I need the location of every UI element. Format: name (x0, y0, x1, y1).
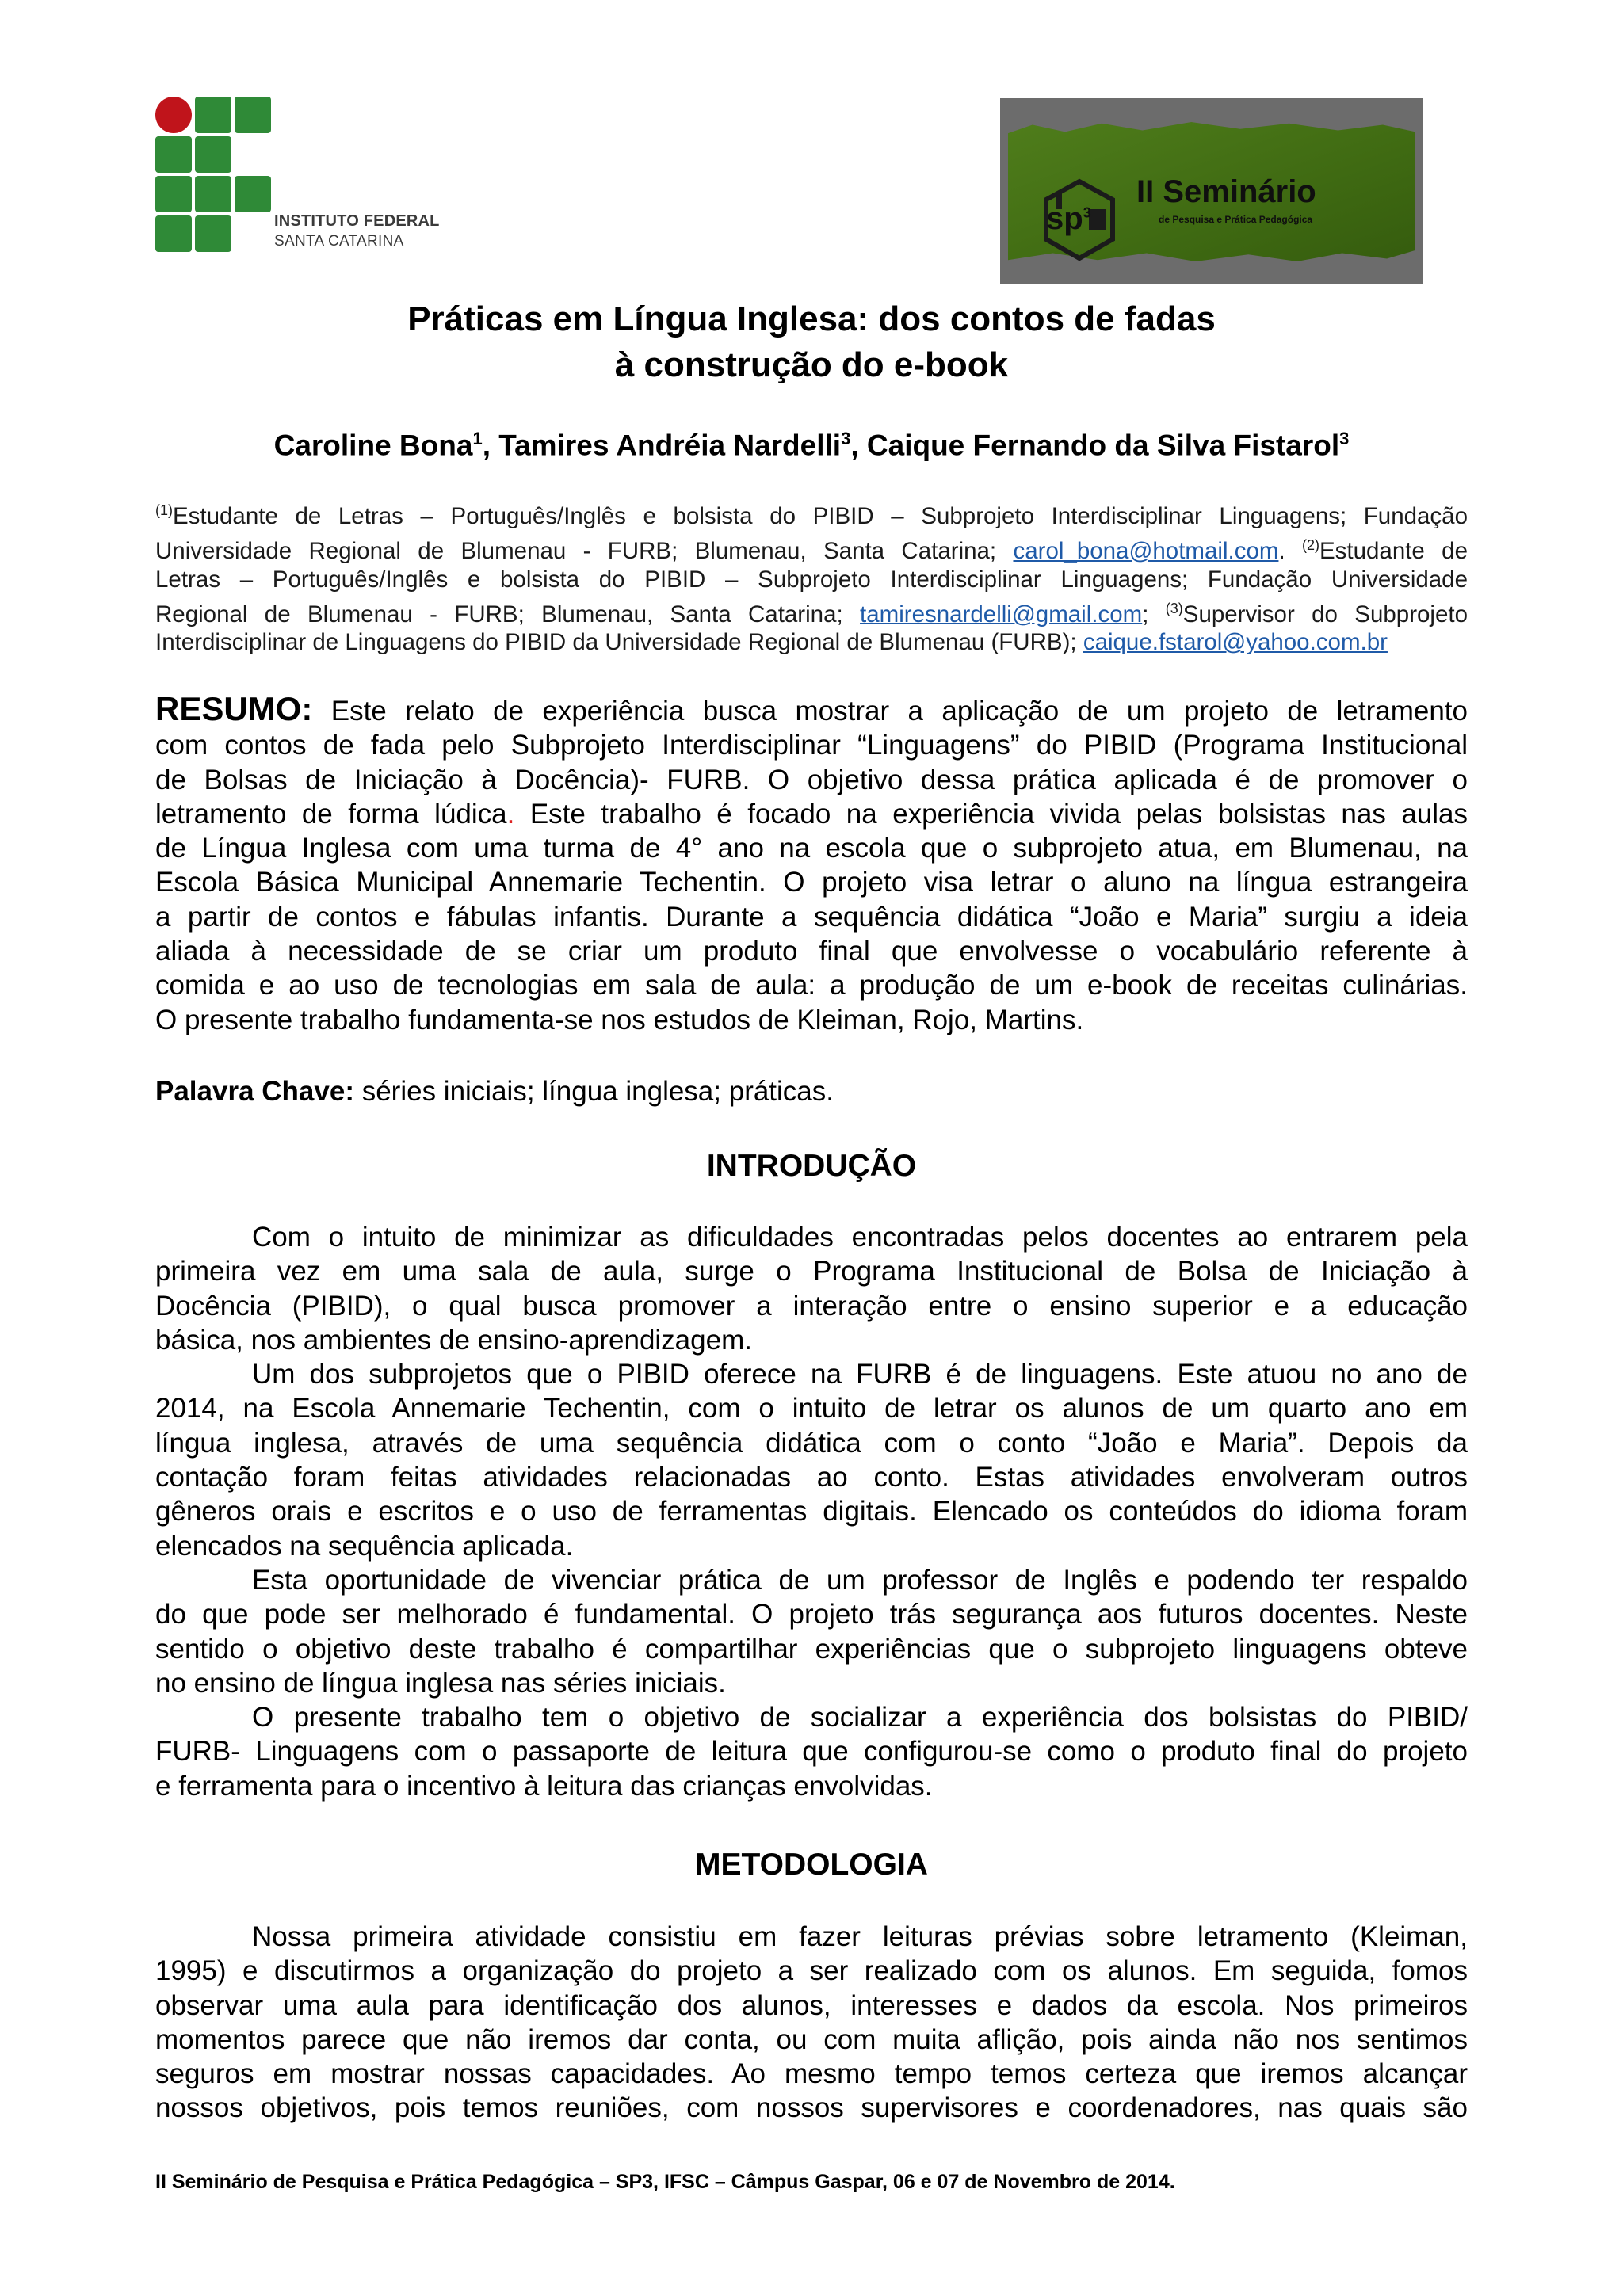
paragraph-line: básica, nos ambientes de ensino-aprendizagem. (155, 1324, 752, 1356)
page-footer: II Seminário de Pesquisa e Prática Pedagógica – SP3, IFSC – Câmpus Gaspar, 06 e 07 de Novembro de 2014. (155, 2171, 1175, 2193)
ifsc-campus: SANTA CATARINA (274, 233, 404, 250)
paragraph-line: Nossa primeira atividade consistiu em fazer leituras prévias sobre letramento (Kleiman, (252, 1921, 1468, 1952)
paragraph-line: Um dos subprojetos que o PIBID oferece na FURB é de linguagens. Este atuou no ano de (252, 1359, 1468, 1390)
introduction-body (155, 1220, 1468, 1803)
paper-title-line-2: à construção do e-book (614, 345, 1009, 384)
seminar-banner (1000, 98, 1423, 284)
paragraph-line: e ferramenta para o incentivo à leitura das crianças envolvidas. (155, 1770, 933, 1802)
paragraph-line: no ensino de língua inglesa nas séries iniciais. (155, 1667, 726, 1699)
paragraph-line: do que pode ser melhorado é fundamental. O projeto trás segurança aos futuros docentes. Neste (155, 1599, 1468, 1630)
author-name: Caique Fernando da Silva Fistarol (866, 429, 1340, 462)
section-heading-introducao: INTRODUÇÃO (706, 1149, 917, 1183)
paragraph-line: 2014, na Escola Annemarie Techentin, com o intuito de letrar os alunos de um quarto ano em (155, 1393, 1468, 1425)
email-link[interactable]: caique.fstarol@yahoo.com.br (1083, 629, 1388, 656)
author-name: Caroline Bona (273, 429, 473, 462)
paragraph-line: contação foram feitas atividades relacionadas ao conto. Estas atividades envolveram outros (155, 1462, 1468, 1493)
paragraph-line: Docência (PIBID), o qual busca promover a interação entre o ensino superior e a educação (155, 1290, 1468, 1322)
logo-square (235, 97, 271, 133)
logo-square (235, 176, 271, 212)
paragraph-line: Esta oportunidade de vivenciar prática de um professor de Inglês e podendo ter respaldo (252, 1564, 1468, 1596)
logo-square (155, 136, 192, 173)
abstract-label: RESUMO: (155, 690, 313, 727)
sp3-mark: $sp^3$ (1046, 201, 1091, 236)
section-heading-metodologia: METODOLOGIA (695, 1848, 928, 1882)
keywords: Palavra Chave: séries iniciais; língua inglesa; práticas. (155, 1076, 834, 1107)
methodology-body (155, 1920, 1468, 2126)
logo-square (195, 215, 231, 252)
paragraph-line: 1995) e discutirmos a organização do projeto a ser realizado com os alunos. Em seguida, fomos (155, 1955, 1468, 1987)
paragraph-line: O presente trabalho tem o objetivo de socializar a experiência dos bolsistas do PIBID/ (252, 1702, 1468, 1733)
paragraph-line: momentos parece que não iremos dar conta, ou com muita aflição, pois ainda não nos sentimos (155, 2023, 1468, 2055)
author-affiliation-mark: 3 (841, 429, 851, 448)
logo-square (195, 136, 231, 173)
paragraph-line: língua inglesa, através de uma sequência didática com o conto “João e Maria”. Depois da (155, 1427, 1468, 1459)
paragraph-line: gêneros orais e escritos e o uso de ferramentas digitais. Elencado os conteúdos do idioma foram (155, 1496, 1468, 1527)
email-link[interactable]: tamiresnardelli@gmail.com (860, 601, 1143, 627)
author-affiliation-mark: 3 (1339, 429, 1350, 448)
paragraph-line: Com o intuito de minimizar as dificuldades encontradas pelos docentes ao entrarem pela (252, 1222, 1468, 1253)
keywords-label: Palavra Chave: (155, 1076, 354, 1107)
logo-square (155, 215, 192, 252)
logo-red-dot (155, 97, 192, 133)
author-name: Tamires Andréia Nardelli (498, 429, 842, 462)
ifsc-name: INSTITUTO FEDERAL (274, 212, 440, 230)
paragraph-line: seguros em mostrar nossas capacidades. Ao mesmo tempo temos certeza que iremos alcançar (155, 2058, 1468, 2090)
paragraph-line: sentido o objetivo deste trabalho é compartilhar experiências que o subprojeto linguagens obteve (155, 1633, 1468, 1665)
author-affiliation-mark: 1 (472, 429, 483, 448)
logo-square (195, 176, 231, 212)
ifsc-logo (155, 97, 456, 255)
abstract: RESUMO: Este relato de experiência busca mostrar a aplicação de um projeto de letramento com contos de fada pelo Subprojeto Interdisciplinar “Linguagens” do PIBID (Programa Institucional de Bolsas de Iniciação à Docência)- FURB. O objetivo dessa prática aplicada é de promover o letramento de forma lúdica. Este trabalho é focado na experiência vivida pelas bolsistas nas aulas de Língua Inglesa com uma turma de 4° ano na escola que o subprojeto atua, em Blumenau, na Escola Básica Municipal Annemarie Techentin. O projeto visa letrar o aluno na língua estrangeira a partir de contos e fábulas infantis. Durante a sequência didática “João e Maria” surgiu a ideia aliada à necessidade de se criar um produto final que envolvesse o vocabulário referente à comida e ao uso de tecnologias em sala de aula: a produção de um e-book de receitas culinárias. O presente trabalho fundamenta-se nos estudos de Kleiman, Rojo, Martins. (155, 690, 1468, 1035)
affiliations: $^{(1)}$Estudante de Letras – Português/Inglês e bolsista do PIBID – Subprojeto Interdisciplinar Linguagens; Fundação Universidade Regional de Blumenau - FURB; Blumenau, Santa Catarina; carol_bona@hotmail.com. $^{(2)}$Estudante de Letras – Português/Inglês e bolsista do PIBID – Subprojeto Interdisciplinar Linguagens; Fundação Universidade Regional de Blumenau - FURB; Blumenau, Santa Catarina; tamiresnardelli@gmail.com; $^{(3)}$Supervisor do Subprojeto Interdisciplinar de Linguagens do PIBID da Universidade Regional de Blumenau (FURB); caique.fstarol@yahoo.com.br (155, 502, 1468, 656)
paragraph-line: primeira vez em uma sala de aula, surge o Programa Institucional de Bolsa de Iniciação à (155, 1256, 1468, 1287)
logo-square (195, 97, 231, 133)
logo-square (155, 176, 192, 212)
paragraph-line: observar uma aula para identificação dos alunos, interesses e dados da escola. Nos primeiros (155, 1989, 1468, 2021)
email-link[interactable]: carol_bona@hotmail.com (1013, 537, 1279, 564)
authors: Caroline Bona$^1$, Tamires Andréia Nardelli$^3$, Caique Fernando da Silva Fistarol$^3$ (273, 429, 1350, 462)
paragraph-line: FURB- Linguagens com o passaporte de leitura que configurou-se como o produto final do projeto (155, 1736, 1468, 1768)
paragraph-line: nossos objetivos, pois temos reuniões, com nossos supervisores e coordenadores, nas quais são (155, 2092, 1468, 2124)
seminar-subtitle: de Pesquisa e Prática Pedagógica (1159, 214, 1313, 225)
paper-title-line-1: Práticas em Língua Inglesa: dos contos de fadas (407, 299, 1216, 338)
paragraph-line: elencados na sequência aplicada. (155, 1530, 574, 1562)
seminar-title: II Seminário (1136, 174, 1316, 209)
